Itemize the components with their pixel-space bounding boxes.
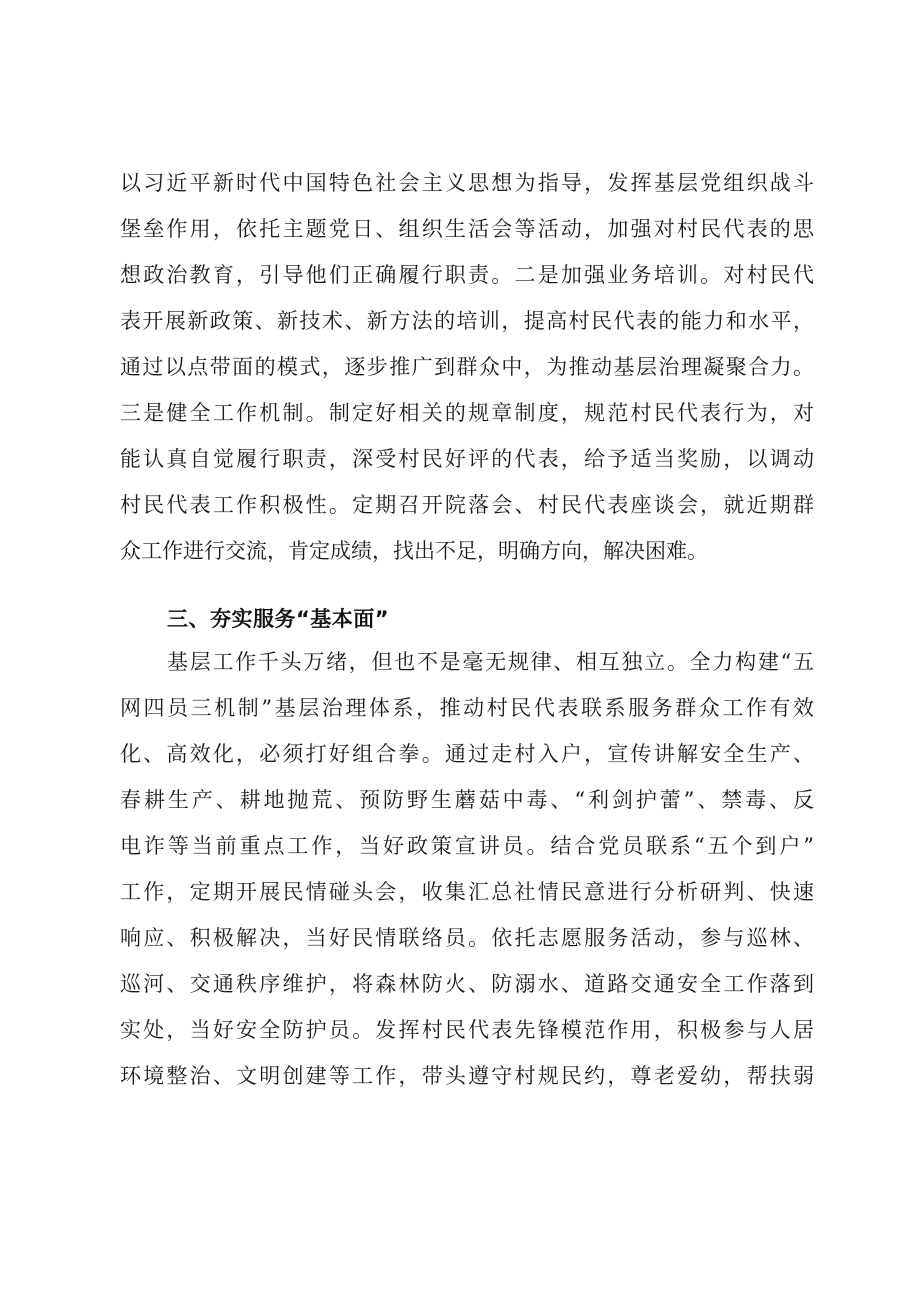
paragraph-line: 电诈等当前重点工作，当好政策宣讲员。结合党员联系“五个到户” [120,834,814,858]
paragraph-line: 春耕生产、耕地抛荒、预防野生蘑菇中毒、“利剑护蕾”、禁毒、反 [120,788,814,812]
paragraph-line: 众工作进行交流，肯定成绩，找出不足，明确方向，解决困难。 [120,539,708,563]
paragraph-line: 巡河、交通秩序维护，将森林防火、防溺水、道路交通安全工作落到 [120,972,814,996]
paragraph-line: 基层工作千头万绪，但也不是毫无规律、相互独立。全力构建“五 [167,650,814,674]
paragraph-line: 环境整治、文明创建等工作，带头遵守村规民约，尊老爱幼，帮扶弱 [120,1064,814,1088]
paragraph-line: 村民代表工作积极性。定期召开院落会、村民代表座谈会，就近期群 [120,493,814,517]
paragraph-line: 能认真自觉履行职责，深受村民好评的代表，给予适当奖励，以调动 [120,447,814,471]
paragraph-line: 化、高效化，必须打好组合拳。通过走村入户，宣传讲解安全生产、 [120,742,814,766]
paragraph-line: 工作，定期开展民情碰头会，收集汇总社情民意进行分析研判、快速 [120,880,814,904]
paragraph-line: 实处，当好安全防护员。发挥村民代表先锋模范作用，积极参与人居 [120,1018,814,1042]
paragraph-line: 以习近平新时代中国特色社会主义思想为指导，发挥基层党组织战斗 [120,171,814,195]
paragraph-line: 响应、积极解决，当好民情联络员。依托志愿服务活动，参与巡林、 [120,926,814,950]
paragraph-line: 三是健全工作机制。制定好相关的规章制度，规范村民代表行为，对 [120,401,814,425]
paragraph-line: 通过以点带面的模式，逐步推广到群众中，为推动基层治理凝聚合力。 [120,355,814,379]
paragraph-line: 堡垒作用，依托主题党日、组织生活会等活动，加强对村民代表的思 [120,217,814,241]
paragraph-line: 表开展新政策、新技术、新方法的培训，提高村民代表的能力和水平， [120,309,814,333]
section-heading: 三、夯实服务“基本面” [167,607,390,631]
paragraph-line: 想政治教育，引导他们正确履行职责。二是加强业务培训。对村民代 [120,263,814,287]
paragraph-line: 网四员三机制”基层治理体系，推动村民代表联系服务群众工作有效 [120,696,814,720]
